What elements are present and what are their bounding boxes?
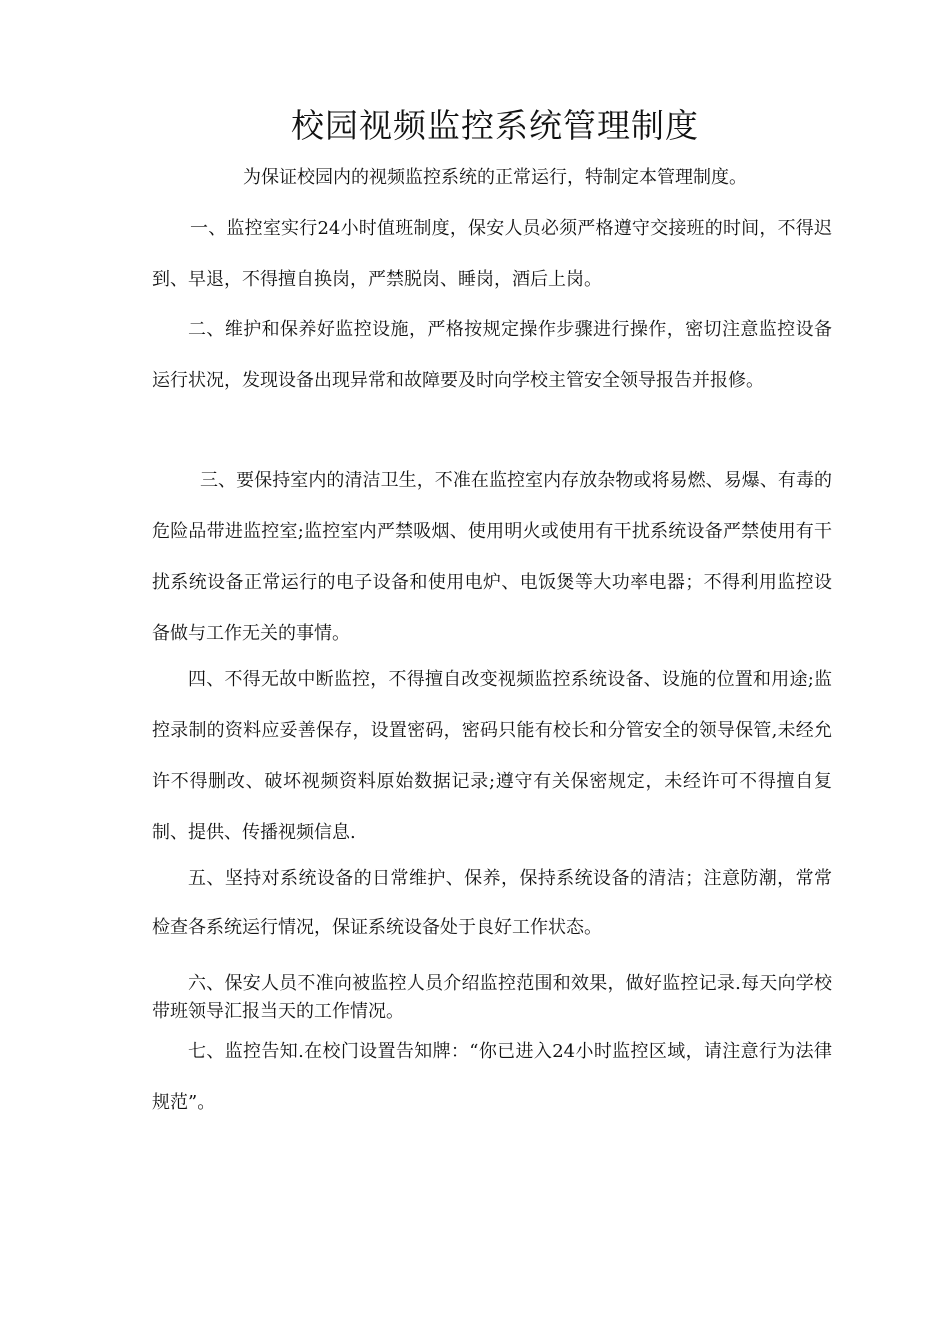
paragraph-7: 七、监控告知.在校门设置告知牌：“你已进入24小时监控区域，请注意行为法律规范”。 — [152, 1041, 832, 1113]
document-intro: 为保证校园内的视频监控系统的正常运行，特制定本管理制度。 — [243, 167, 747, 188]
paragraph-5: 五、坚持对系统设备的日常维护、保养，保持系统设备的清洁；注意防潮，常常检查各系统运行情况，保证系统设备处于良好工作状态。 — [152, 868, 832, 938]
paragraph-4: 四、不得无故中断监控，不得擅自改变视频监控系统设备、设施的位置和用途;监控录制的资料应妥善保存，设置密码，密码只能有校长和分管安全的领导保管,未经允许不得删改、破坏视频资料原始数据记录;遵守有关保密规定，未经许可不得擅自复制、提供、传播视频信息. — [152, 669, 832, 843]
paragraph-6: 六、保安人员不准向被监控人员介绍监控范围和效果，做好监控记录.每天向学校带班领导汇报当天的工作情况。 — [152, 973, 832, 1022]
paragraph-2: 二、维护和保养好监控设施，严格按规定操作步骤进行操作，密切注意监控设备运行状况，发现设备出现异常和故障要及时向学校主管安全领导报告并报修。 — [152, 319, 832, 391]
document-title: 校园视频监控系统管理制度 — [291, 106, 699, 145]
paragraph-3: 三、要保持室内的清洁卫生，不准在监控室内存放杂物或将易燃、易爆、有毒的危险品带进监控室;监控室内严禁吸烟、使用明火或使用有干扰系统设备严禁使用有干扰系统设备正常运行的电子设备和使用电炉、电饭煲等大功率电器；不得利用监控设备做与工作无关的事情。 — [152, 470, 832, 644]
paragraph-1: 一、监控室实行24小时值班制度，保安人员必须严格遵守交接班的时间，不得迟到、早退，不得擅自换岗，严禁脱岗、睡岗，酒后上岗。 — [152, 218, 832, 290]
